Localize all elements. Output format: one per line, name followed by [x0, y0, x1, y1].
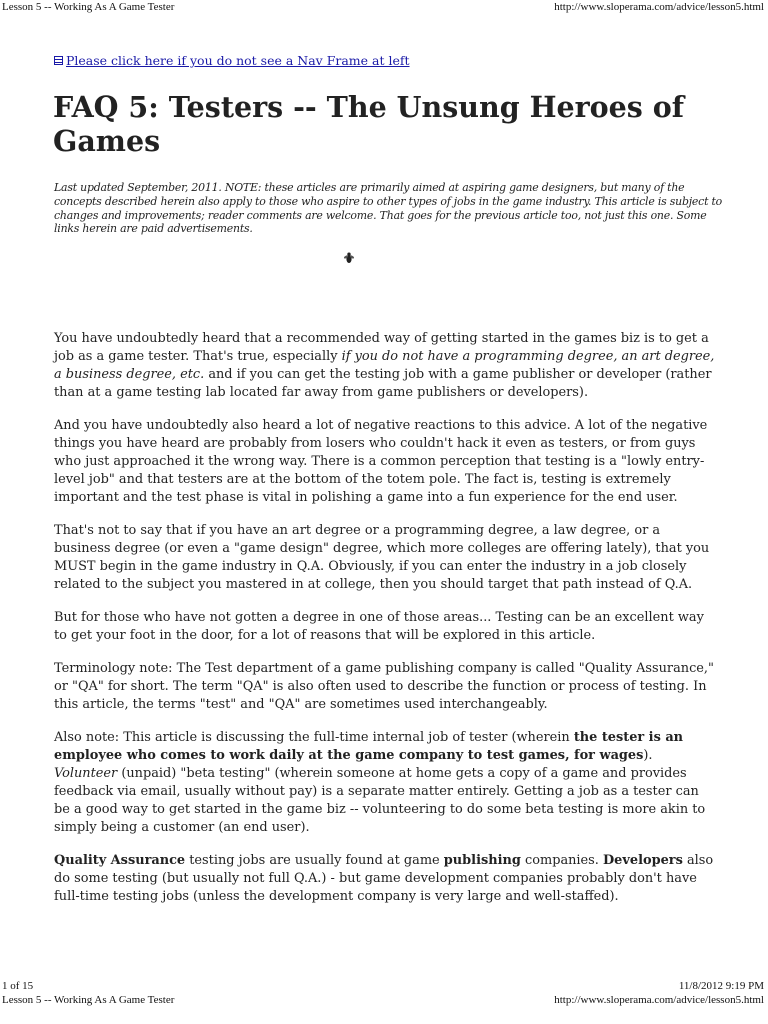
next-page-header — [0, 994, 768, 1008]
p6-italic: Volunteer — [54, 766, 118, 781]
p6-text-a: Also note: This article is discussing the full-time internal job of tester (wherein — [54, 730, 574, 745]
p7-text-d: companies. — [520, 853, 603, 868]
paragraph-3: That's not to say that if you have an art degree or a programming degree, a law degree, or a business degree (or even a "game design" degree, which more colleges are offering lately), that you MUST begin in the game industry in Q.A. Obviously, if you can enter the industry in a job closely related to the subject you mastered in at college, then you should target that path instead of Q.A. — [54, 523, 710, 592]
p7-text-b: testing jobs are usually found at game — [185, 853, 444, 868]
p1-text-a: You have undoubtedly heard that a recommended way of getting started in the games biz is to get a job as a game tester. That's true, especially — [54, 331, 709, 364]
frame-icon — [54, 56, 63, 65]
header-title: Lesson 5 -- Working As A Game Tester — [2, 1, 175, 13]
p7-bold-c: publishing — [443, 853, 521, 868]
paragraph-6 — [54, 729, 718, 837]
paragraph-1 — [54, 330, 718, 402]
nav-frame-link[interactable] — [54, 53, 410, 68]
p7-bold-a: Quality Assurance — [54, 853, 186, 868]
article-body — [54, 330, 718, 921]
header-url: http://www.sloperama.com/advice/lesson5.html — [554, 1, 764, 13]
p6-bold: the tester is an employee who comes to work daily at the game company to test games, for wages — [54, 730, 684, 763]
print-header — [0, 0, 768, 16]
paragraph-2: And you have undoubtedly also heard a lot of negative reactions to this advice. A lot of the negative things you have heard are probably from losers who couldn't hack it even as testers, or from guys who just approached it the wrong way. There is a common perception that testing is a "lowly entry-level job" and that testers are at the bottom of the totem pole. The fact is, testing is extremely important and the test phase is vital in polishing a game into a fun experience for the end user. — [54, 418, 708, 505]
p1-text-c: and if you can get the testing job with a game publisher or developer (rather than at a game testing lab located far away from game publishers or developers). — [54, 367, 712, 400]
p6-text-c: ). — [643, 748, 653, 763]
paragraph-5: Terminology note: The Test department of a game publishing company is called "Quality Assurance," or "QA" for short. The term "QA" is also often used to describe the function or process of testing. In this article, the terms "test" and "QA" are sometimes used interchangeably. — [54, 661, 714, 712]
p1-italic: if you do not have a programming degree, an art degree, a business degree, etc. — [54, 349, 715, 382]
paragraph-7 — [54, 852, 718, 906]
next-header-title: Lesson 5 -- Working As A Game Tester — [2, 994, 175, 1006]
print-footer — [0, 980, 768, 994]
update-note: Last updated September, 2011. NOTE: these articles are primarily aimed at aspiring game designers, but many of the concepts described herein also apply to those who aspire to other types of jobs in the game industry. This article is subject to changes and improvements; reader comments are welcome. That goes for the previous article too, not just this one. Some links herein are paid advertisements. — [54, 181, 723, 236]
paragraph-4: But for those who have not gotten a degree in one of those areas... Testing can be an excellent way to get your foot in the door, for a lot of reasons that will be explored in this article. — [54, 610, 704, 643]
print-datetime: 11/8/2012 9:19 PM — [678, 980, 764, 992]
fly-icon — [343, 251, 355, 265]
p7-text-f: also do some testing (but usually not full Q.A.) - but game development companies probably don't have full-time testing jobs (unless the development company is very large and well-staffed). — [54, 853, 714, 904]
p7-bold-e: Developers — [603, 853, 683, 868]
page-title: FAQ 5: Testers -- The Unsung Heroes of Games — [53, 90, 685, 158]
nav-frame-link-label: Please click here if you do not see a Nav Frame at left — [66, 53, 410, 68]
next-header-url: http://www.sloperama.com/advice/lesson5.html — [554, 994, 764, 1006]
p6-text-e: (unpaid) "beta testing" (wherein someone at home gets a copy of a game and provides feedback via email, usually without pay) is a separate matter entirely. Getting a job as a tester can be a good way to get started in the game biz -- volunteering to do some beta testing is more akin to simply being a customer (an end user). — [54, 766, 706, 835]
page-count: 1 of 15 — [2, 980, 34, 992]
